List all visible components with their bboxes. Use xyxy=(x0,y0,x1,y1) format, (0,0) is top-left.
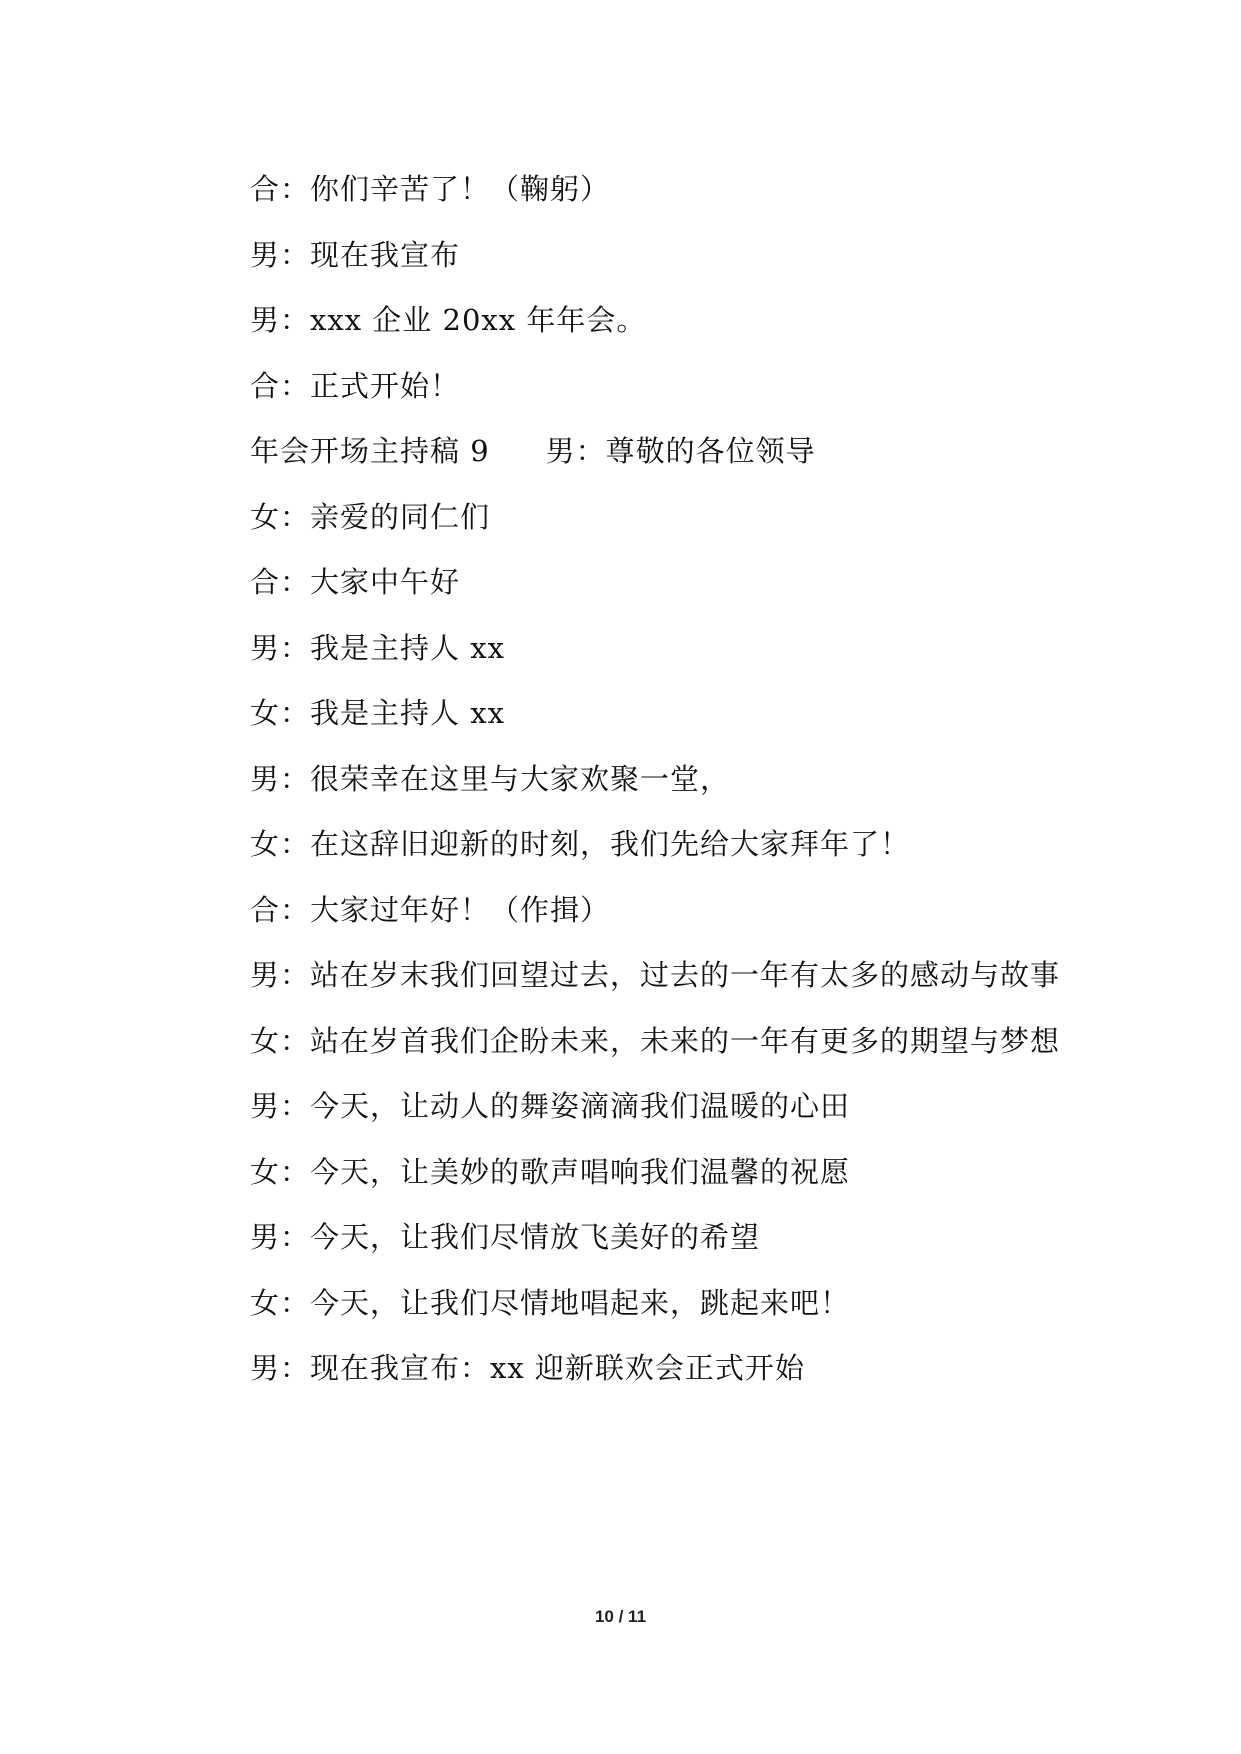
text-line: 合：正式开始！ xyxy=(250,368,461,403)
section-title: 年会开场主持稿 9 xyxy=(250,434,490,468)
document-body xyxy=(186,157,1066,1402)
text-line: 男：xxx 企业 20xx 年年会。 xyxy=(250,303,647,337)
text-line: 合：你们辛苦了！（鞠躬） xyxy=(250,172,611,206)
text-line: 女：我是主持人 xx xyxy=(250,696,505,730)
text-line: 男：现在我宣布：xx 迎新联欢会正式开始 xyxy=(250,1351,805,1385)
wrapped-paragraph: 女：站在岁首我们企盼未来，未来的一年有更多的期望与梦想 xyxy=(250,1023,1061,1058)
text-line: 合：大家中午好 xyxy=(250,565,461,599)
wrapped-paragraph: 男：站在岁末我们回望过去，过去的一年有太多的感动与故事 xyxy=(250,958,1061,992)
text-line: 男：现在我宣布 xyxy=(250,237,461,272)
section-heading-line xyxy=(186,419,1066,485)
text-line: 女：在这辞旧迎新的时刻，我们先给大家拜年了！ xyxy=(250,827,911,861)
section-first-line: 男：尊敬的各位领导 xyxy=(545,434,816,468)
text-line: 女：亲爱的同仁们 xyxy=(250,499,491,534)
text-line: 女：今天，让我们尽情地唱起来，跳起来吧！ xyxy=(250,1285,851,1320)
text-line: 男：今天，让动人的舞姿滴滴我们温暖的心田 xyxy=(250,1089,851,1123)
text-line: 男：今天，让我们尽情放飞美好的希望 xyxy=(250,1220,761,1254)
page-number: 10 / 11 xyxy=(594,1607,647,1626)
text-line: 女：今天，让美妙的歌声唱响我们温馨的祝愿 xyxy=(250,1154,851,1189)
text-line: 男：很荣幸在这里与大家欢聚一堂， xyxy=(250,761,731,796)
text-line: 合：大家过年好！（作揖） xyxy=(250,892,611,927)
text-line: 男：我是主持人 xx xyxy=(250,630,505,665)
